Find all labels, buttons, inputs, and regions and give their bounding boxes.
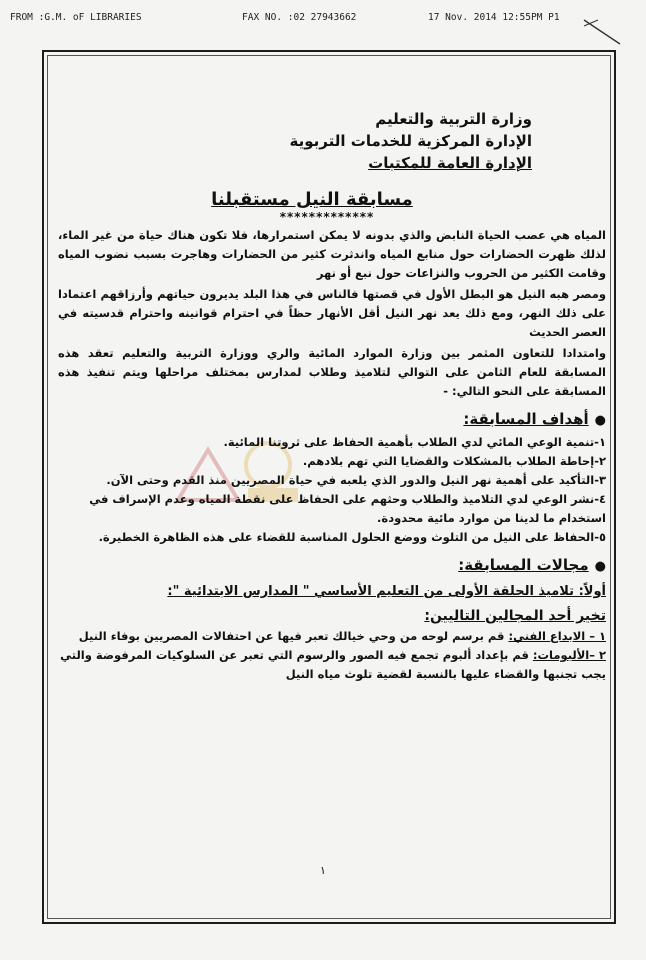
field-item-label: ٢ –الألبومات: [532, 648, 606, 662]
document-body [58, 108, 606, 684]
libraries-administration: الإدارة العامة للمكتبات [368, 154, 532, 172]
field-item [58, 627, 606, 646]
intro-paragraph-2: ومصر هبه النيل هو البطل الأول في قصتها فالناس في هذا البلد يديرون حياتهم وأرزاقهم اعتمادا على ذلك النهر، ومع ذلك يعد نهر النيل أقل الأنهار حظاً في احترام قوانينه واحترام قدسيته في العصر الحديث [58, 287, 606, 339]
field-item-text: قم بإعداد ألبوم تجمع فيه الصور والرسوم التي تعبر عن السلوكيات المرفوضة والتي يجب تجنبها والقضاء عليها بالنسبة لقضية تلوث مياه النيل [60, 648, 606, 681]
goal-item: ٣-التأكيد على أهمية نهر النيل والدور الذي يلعبه في حياة المصريين منذ القدم وحتى الآن. [106, 473, 606, 487]
bullet-icon: ● [594, 559, 606, 574]
ministry-name: وزارة التربية والتعليم [375, 110, 532, 128]
goal-item: ١-تنمية الوعي المائي لدي الطلاب بأهمية الحفاظ على ثروتنا المائية. [223, 435, 606, 449]
first-level-heading: أولاً: تلاميذ الحلقة الأولى من التعليم الأساسي " المدارس الابتدائية ": [167, 584, 606, 599]
goal-item: ٥-الحفاظ على النيل من التلوث ووضع الحلول المناسبة للقضاء على هذه الظاهرة الخطيرة. [98, 530, 606, 544]
fields-heading: ●مجالات المسابقة: [458, 556, 606, 574]
intro-paragraph-3: وامتدادا للتعاون المثمر بين وزارة الموارد المائية والري ووزارة التربية والتعليم تعقد هذه المسابقة للعام الثامن على التوالي لتلاميذ وطلاب لمدارس بمختلف مراحلها ويتم تنفيذ هذه المسابقة على النحو التالي: - [58, 346, 606, 398]
field-item [58, 646, 606, 684]
central-administration: الإدارة المركزية للخدمات التربوية [289, 132, 532, 150]
title-stars: ************* [279, 210, 375, 224]
document-title: مسابقة النيل مستقبلنا [211, 189, 413, 210]
fax-from: FROM :G.M. oF LIBRARIES [10, 12, 142, 23]
intro-paragraph-1: المياه هي عصب الحياة النابض والذي بدونه لا يمكن استمرارها، فلا تكون هناك حياة من غير الماء، لذلك ظهرت الحضارات حول منابع المياه واندثرت كثير من الحضارات وهاجرت بسبب نضوب المياه وقامت الكثير من الحروب والنزاعات حول نبع أو نهر [58, 228, 606, 280]
field-item-text: قم برسم لوحه من وحي خيالك تعبر فيها عن احتفالات المصريين بوفاء النيل [78, 629, 509, 643]
ministry-header [58, 108, 606, 174]
bullet-icon: ● [594, 413, 606, 428]
choose-heading: تخير أحد المجالين التاليين: [424, 608, 606, 624]
pen-mark-icon [580, 14, 626, 50]
fax-header [10, 12, 636, 28]
goal-item: ٤-نشر الوعي لدي التلاميذ والطلاب وحثهم على الحفاظ على نقطة المياه وعدم الإسراف في استخدام ما لدينا من موارد مائية محدودة. [89, 492, 606, 525]
goal-item: ٢-إحاطة الطلاب بالمشكلات والقضايا التي تهم بلادهم. [302, 454, 606, 468]
fax-number: FAX NO. :02 27943662 [242, 12, 357, 23]
fax-date: 17 Nov. 2014 12:55PM P1 [428, 12, 560, 23]
page-number: ١ [320, 864, 326, 877]
field-item-label: ١ – الابداع الفني: [508, 629, 606, 643]
goals-heading: ●أهداف المسابقة: [463, 410, 606, 428]
